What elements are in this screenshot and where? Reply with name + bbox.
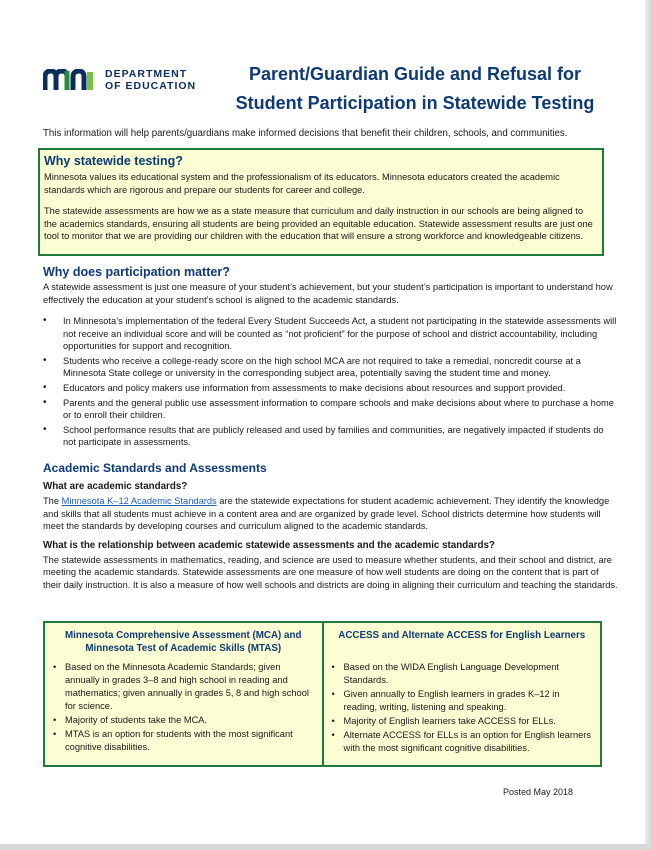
posted-date: Posted May 2018: [503, 787, 574, 797]
why-testing-paragraph-2: The statewide assessments are how we as a state measure that curriculum and daily instruction in our schools are being aligned to the academics standards, ensuring all students are being provided an equitable education. Statewide assessment results are just one tool to monitor that we are providing our children with the education that will ensure a strong workforce and knowledgeable citizens.: [44, 206, 593, 241]
document-title: [215, 60, 615, 118]
mde-logo: [43, 68, 196, 92]
logo-line-1: DEPARTMENT: [105, 68, 188, 80]
mca-list: [53, 661, 314, 754]
list-item: • MTAS is an option for students with the most significant cognitive disabilities.: [53, 728, 314, 754]
participation-list: [43, 315, 618, 449]
list-item: • Given annually to English learners in grades K–12 in reading, writing, listening and speaking.: [332, 688, 593, 714]
list-item: • In Minnesota’s implementation of the federal Every Student Succeeds Act, a student not participating in the statewide assessments will not receive an individual score and will be counted as “not proficient” for the purpose of school and district accountability, including opportunities for support and recognition.: [43, 315, 618, 353]
standards-question-2: What is the relationship between academic statewide assessments and the academic standards?: [43, 539, 495, 551]
list-item: • Majority of students take the MCA.: [53, 714, 314, 727]
list-item: • Based on the Minnesota Academic Standards; given annually in grades 3–8 and high school in reading and mathematics; given annually in grades 5, 8 and high school for science.: [53, 661, 314, 713]
page-bottom-edge: [0, 844, 653, 850]
standards-answer-2: The statewide assessments in mathematics, reading, and science are used to measure whether students, and their school and district, are meeting the academic standards. Statewide assessments are one measure of how well students are doing on the content that is part of their daily instruction. It is also a measure of how well schools and districts are doing in aligning their curriculum and teaching the standards.: [43, 554, 618, 590]
assessments-table: [43, 621, 602, 767]
mca-column: [45, 623, 324, 765]
academic-standards-link[interactable]: Minnesota K–12 Academic Standards: [61, 496, 217, 506]
participation-section: [43, 264, 618, 451]
why-testing-paragraph-1: Minnesota values its educational system and the professionalism of its educators. Minnesota educators created the academic standards which are rigorous and prepare our students for career and college.: [44, 172, 560, 195]
title-line-1: Parent/Guardian Guide and Refusal for: [248, 64, 582, 84]
list-item: • Majority of English learners take ACCESS for ELLs.: [332, 715, 593, 728]
standards-heading: Academic Standards and Assessments: [43, 461, 267, 475]
access-column: [324, 623, 601, 765]
list-item: • Educators and policy makers use information from assessments to make decisions about resources and support provided.: [43, 382, 618, 395]
access-heading: ACCESS and Alternate ACCESS for English Learners: [338, 630, 586, 641]
access-list: [332, 661, 593, 755]
logo-line-2: OF EDUCATION: [105, 80, 197, 92]
page-edge: [645, 0, 653, 850]
why-testing-heading: Why statewide testing?: [44, 154, 183, 168]
participation-intro: A statewide assessment is just one measure of your student’s achievement, but your student’s participation is important to understand how effectively the education at your student’s school is aligned to the academic standards.: [43, 282, 613, 305]
list-item: • Students who receive a college-ready score on the high school MCA are not required to take a remedial, noncredit course at a Minnesota State college or university in the corresponding subject area, potentially saving the student time and money.: [43, 355, 618, 380]
logo-text: [105, 68, 196, 92]
intro-text: This information will help parents/guardians make informed decisions that benefit their children, schools, and communities.: [43, 128, 568, 139]
why-testing-box: [38, 148, 604, 256]
mca-heading: Minnesota Comprehensive Assessment (MCA) and Minnesota Test of Academic Skills (MTAS): [65, 630, 302, 654]
list-item: • Parents and the general public use assessment information to compare schools and make decisions about where to purchase a home or to enroll their children.: [43, 397, 618, 422]
standards-section: [43, 460, 618, 591]
standards-question-1: What are academic standards?: [43, 481, 188, 492]
list-item: • School performance results that are publicly released and used by families and communities, are negatively impacted if students do not participate in assessments.: [43, 424, 618, 449]
standards-answer-1: [43, 495, 618, 533]
list-item: • Based on the WIDA English Language Development Standards.: [332, 661, 593, 687]
title-line-2: Student Participation in Statewide Testing: [235, 93, 595, 113]
participation-heading: Why does participation matter?: [43, 265, 230, 279]
mn-logo-icon: [43, 69, 99, 91]
answer-1-text: are the statewide expectations for student academic achievement. They identify the knowledge and skills that all students must achieve in a content area and are organized by grade level. School districts determine how students will meet the standards by developing courses and curriculum aligned to the academic standards.: [43, 496, 610, 531]
answer-1-prefix: The: [43, 496, 62, 506]
list-item: • Alternate ACCESS for ELLs is an option for English learners with the most significant cognitive disabilities.: [332, 729, 593, 755]
